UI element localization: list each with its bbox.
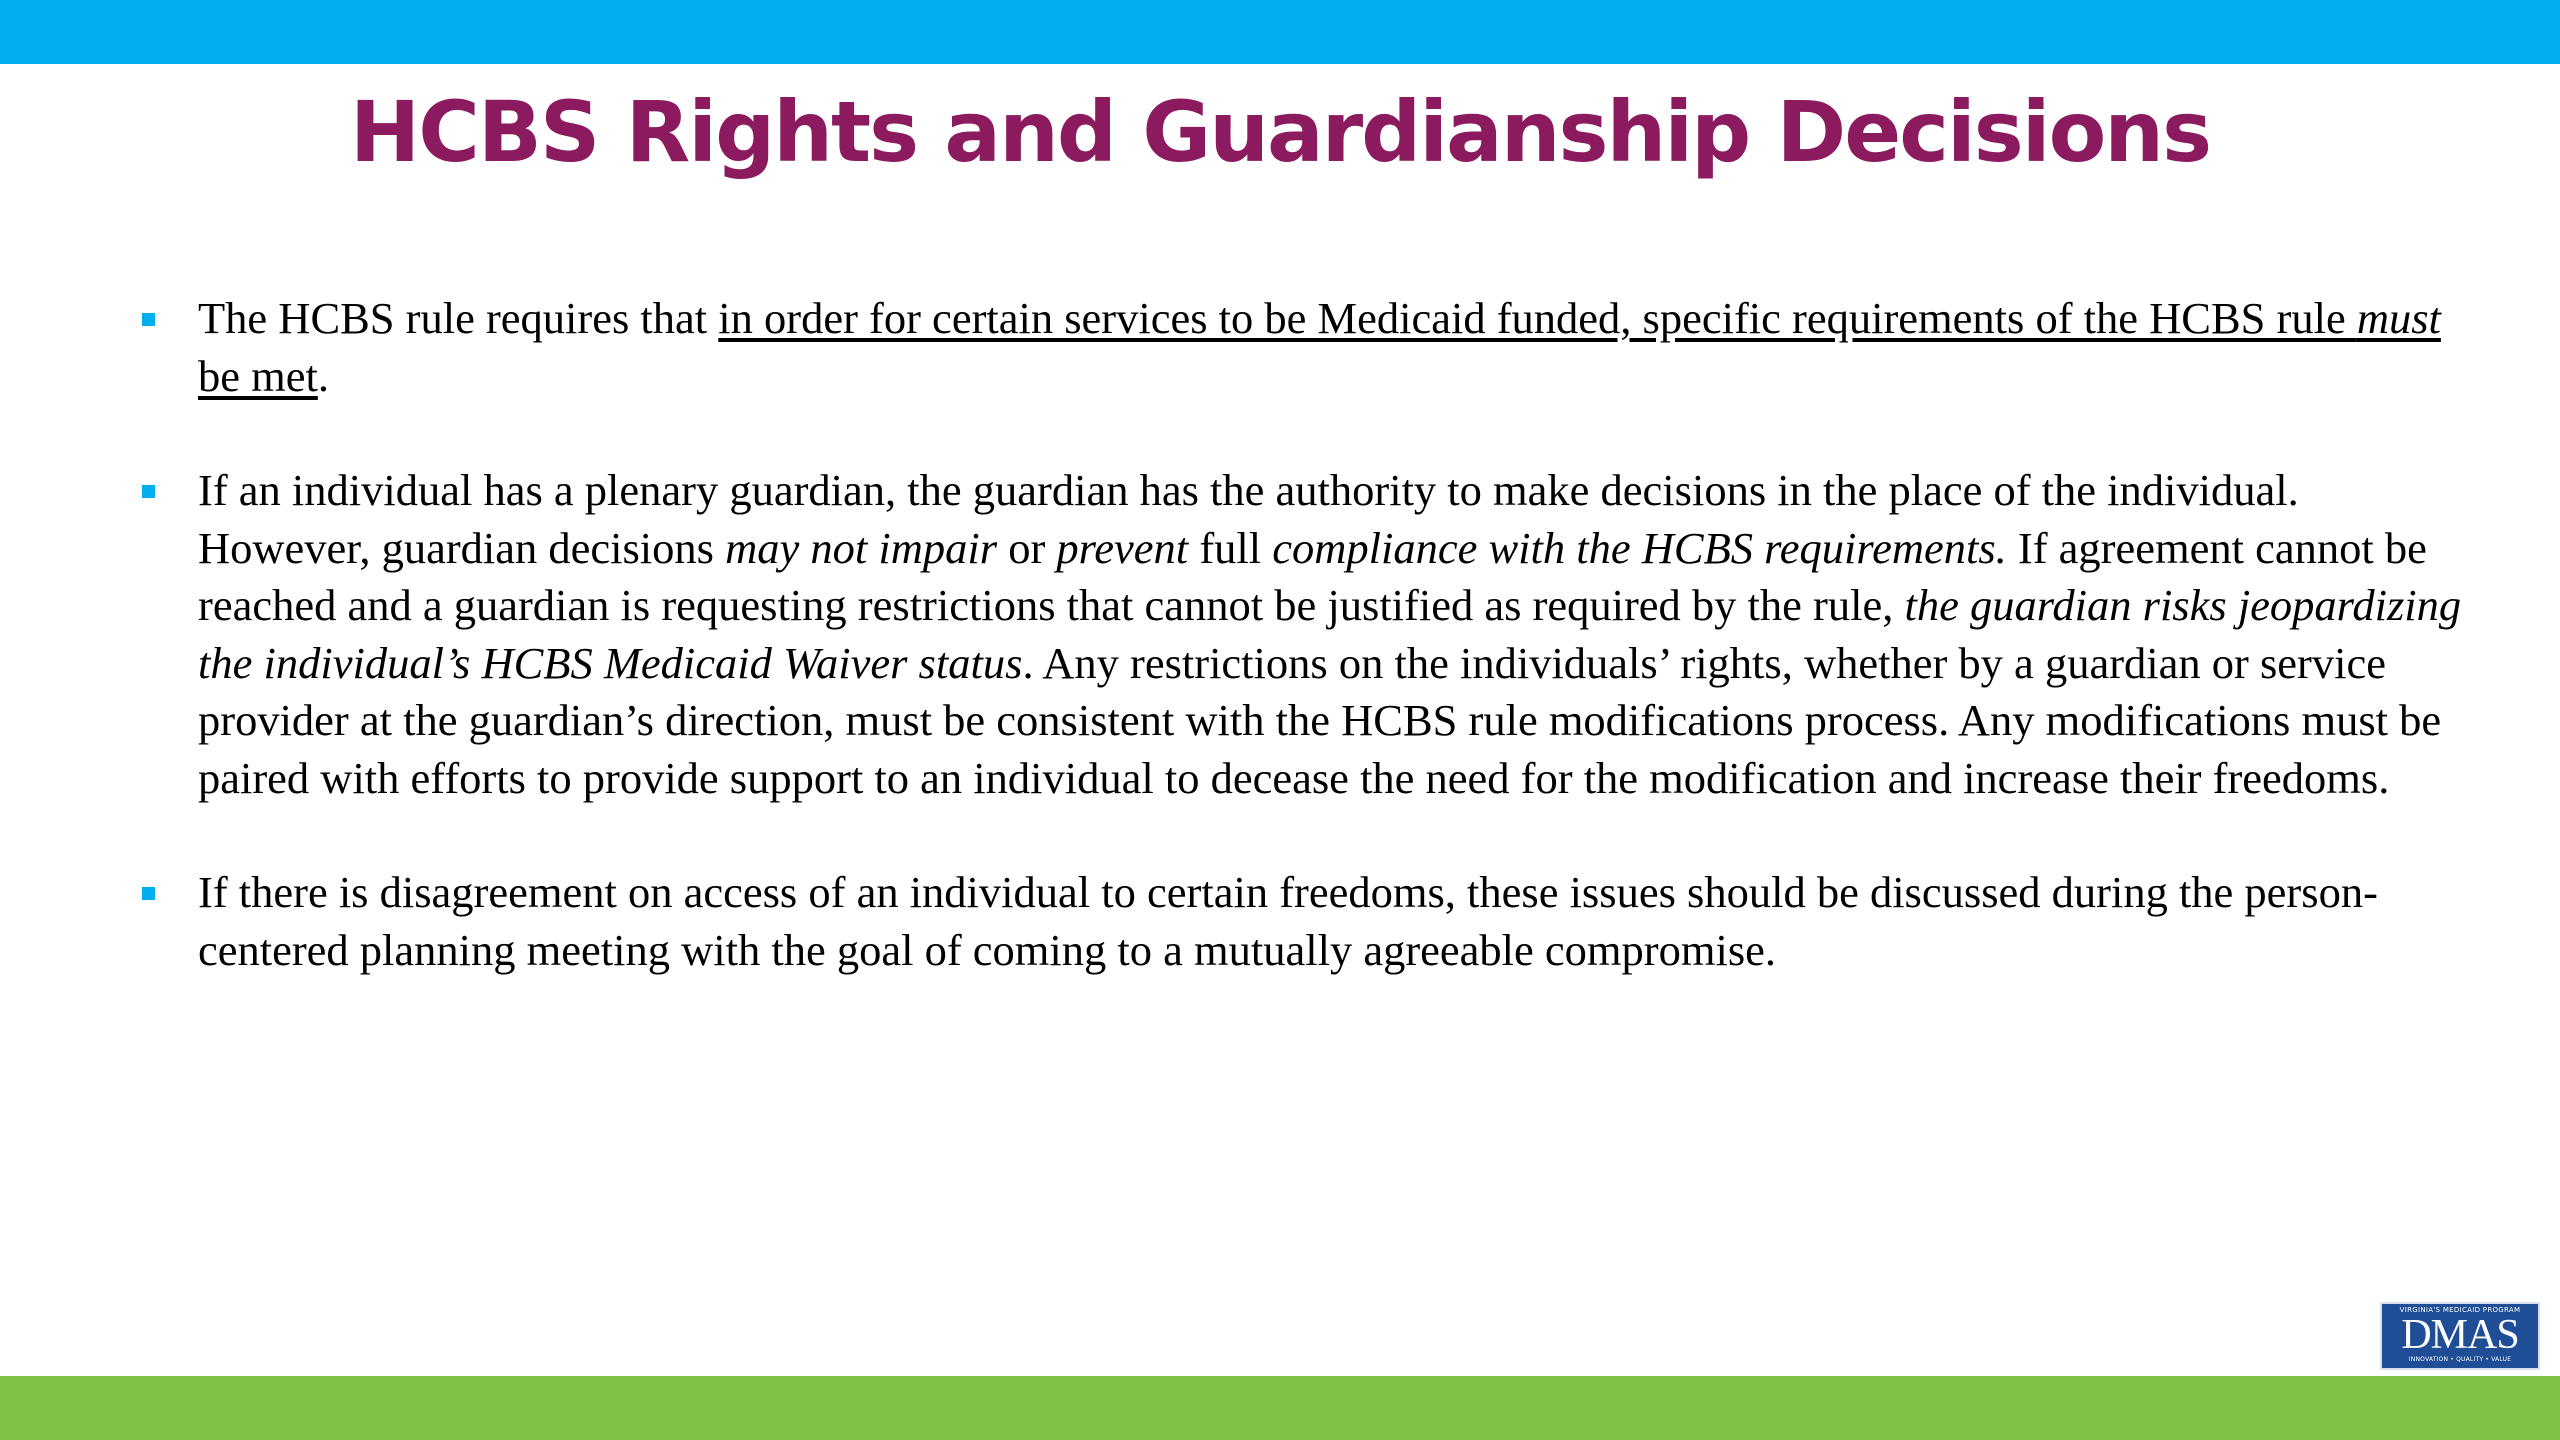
text-run: full [1188,522,1273,573]
logo-tagline-top: VIRGINIA'S MEDICAID PROGRAM [2399,1306,2521,1314]
top-accent-bar [0,0,2560,64]
text-run: be met [198,350,318,401]
bullet-item-3 [136,864,2476,979]
square-bullet-icon [142,887,155,900]
bullet-list [136,290,2476,979]
bullet-item-2 [136,462,2476,807]
square-bullet-icon [142,313,155,326]
italic-text-run: must [2356,293,2441,343]
square-bullet-icon [142,485,155,498]
logo-tagline-bottom: INNOVATION • QUALITY • VALUE [2408,1356,2512,1363]
text-run: in order for certain services to be Medicaid funded, specific requirements of the HCBS rule [718,293,2357,343]
text-run: . [317,350,329,401]
italic-text-run: compliance with the HCBS requirements. [1272,522,2007,573]
logo-wordmark: DMAS [2401,1312,2519,1358]
bottom-accent-bar [0,1376,2560,1440]
text-run: If there is disagreement on access of an individual to certain freedoms, these issues should be discussed during the person-centered planning meeting with the goal of coming to a mutually agreeable compromise. [198,867,2378,975]
text-run: . Any restrictions on the individuals’ rights, whether by a guardian or service provider at the guardian’s direction, must be consistent with the HCBS rule modifications process. Any modifications must be paired with efforts to provide support to an individual to decease the need for the modification and increase their freedoms. [198,637,2442,803]
dmas-logo [2382,1304,2538,1368]
text-run: The HCBS rule requires that [198,293,719,343]
italic-text-run: the guardian risks jeopardizing the individual’s HCBS Medicaid Waiver status [198,580,2462,688]
italic-text-run: prevent [1056,522,1189,573]
bullet-item-1 [136,290,2476,405]
italic-text-run: may not impair [725,522,998,573]
text-run: or [997,522,1057,573]
text-run: If an individual has a plenary guardian, the guardian has the authority to make decisions in the place of the individual. However, guardian decisions [198,465,2299,573]
slide-title: HCBS Rights and Guardianship Decisions [349,83,2211,181]
text-run: If agreement cannot be reached and a guardian is requesting restrictions that cannot be justified as required by the rule, [198,522,2427,630]
